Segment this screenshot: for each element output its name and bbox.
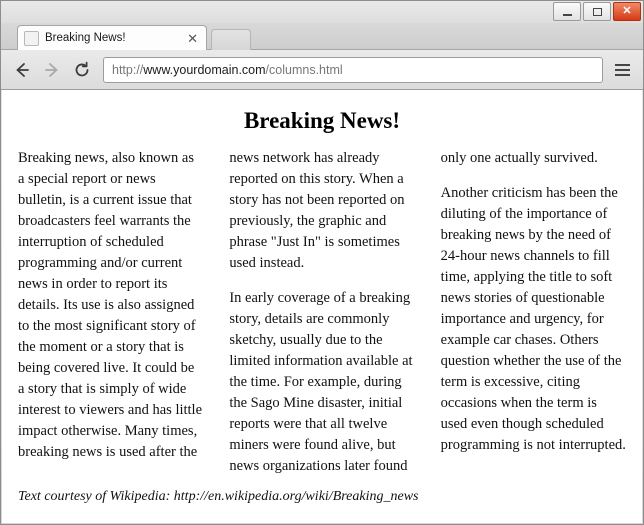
navigation-toolbar — [1, 50, 643, 90]
paragraph: In early coverage of a breaking story, details are commonly sketchy, usually due to the limited information available at the time. For example, during the Sago Mine disaster, initial reports were that all twelve miners were found alive, but news organizations later found — [229, 290, 413, 475]
paragraph: only one actually survived. — [440, 150, 598, 166]
page-title: Breaking News! — [243, 108, 401, 133]
minimize-icon — [563, 14, 572, 16]
close-icon: ✕ — [622, 5, 632, 17]
hamburger-icon-line-1 — [615, 64, 630, 66]
tab-strip — [1, 23, 643, 50]
column-1 — [18, 148, 203, 477]
back-button[interactable] — [9, 57, 35, 83]
tab-title: Breaking News! — [45, 32, 126, 44]
hamburger-icon-line-3 — [615, 74, 630, 76]
column-3 — [441, 148, 626, 470]
title-bar — [1, 1, 643, 23]
maximize-icon — [593, 8, 602, 16]
minimize-button[interactable] — [553, 2, 581, 21]
attribution-note: Text courtesy of Wikipedia: http://en.wikipedia.org/wiki/Breaking_news — [18, 489, 419, 504]
tab-close-icon[interactable]: ✕ — [187, 30, 198, 46]
window-controls — [553, 2, 641, 21]
three-column-layout — [18, 148, 626, 491]
favicon-icon — [24, 31, 39, 46]
column-2 — [229, 148, 414, 491]
close-window-button[interactable] — [613, 2, 641, 21]
page-content — [2, 90, 642, 523]
tab-breaking-news[interactable] — [17, 25, 207, 50]
paragraph: Another criticism has been the diluting of the importance of breaking news by the need of 24-hour news channels to fill time, applying the title to soft news stories of questionable importance and urgency, for example car chases. Others question whether the use of the term is excessive, citing occasions when the term is used even though scheduled programming is not interrupted. — [440, 185, 626, 454]
forward-button[interactable] — [39, 57, 65, 83]
url-host: www.yourdomain.com — [143, 62, 266, 77]
address-bar[interactable] — [103, 57, 603, 83]
paragraph: Breaking news, also known as a special report or news bulletin, is a current issue that broadcasters feel warrants the interruption of scheduled programming and/or current news in order to report its details. Its use is also assigned to the most significant story of the moment or a story that is being covered live. It could be a story that is simply of wide interest to viewers and has little impact otherwise. Many times, breaking news is used after the — [18, 150, 203, 461]
paragraph: news network has already reported on this story. When a story has not been reported on previously, the graphic and phrase "Just In" is sometimes used instead. — [229, 150, 405, 272]
new-tab-button[interactable] — [211, 29, 251, 50]
url-path: /columns.html — [265, 62, 343, 77]
menu-button[interactable] — [609, 57, 635, 83]
reload-button[interactable] — [69, 57, 95, 83]
hamburger-icon-line-2 — [615, 69, 630, 71]
maximize-button[interactable] — [583, 2, 611, 21]
url-scheme: http:// — [112, 62, 144, 77]
